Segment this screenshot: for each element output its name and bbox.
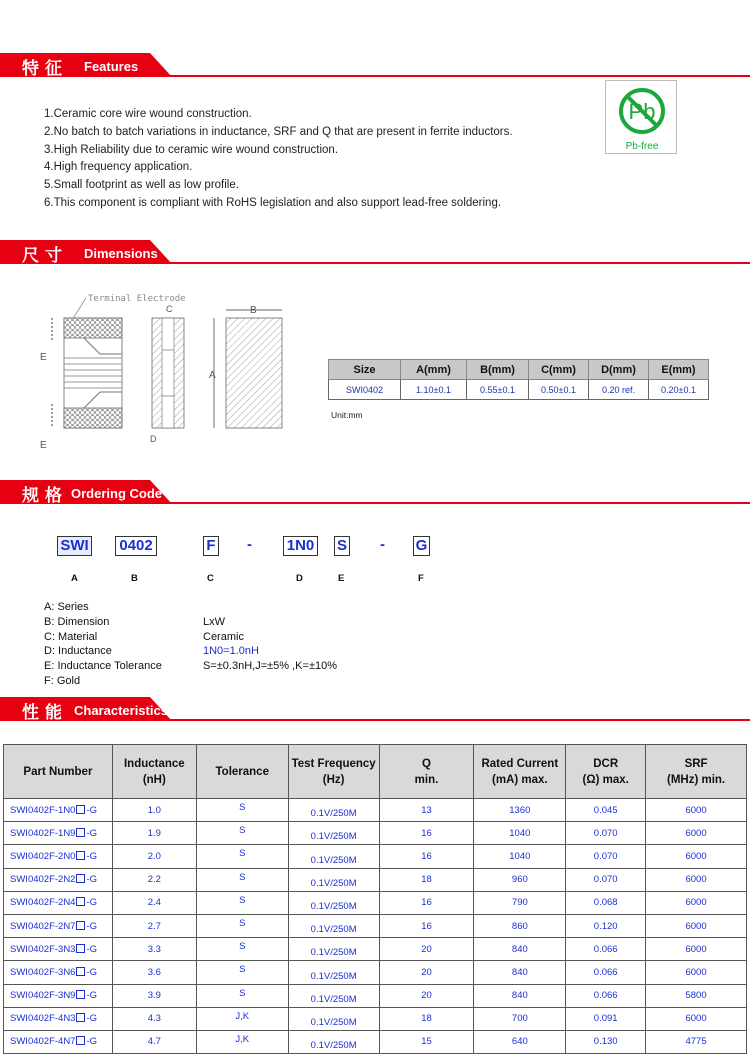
cell-q: 20 — [379, 961, 474, 984]
cell-srf: 4775 — [646, 1030, 747, 1053]
tolerance-placeholder-box — [76, 805, 85, 814]
cell-q: 18 — [379, 868, 474, 891]
cell-tolerance: S — [196, 891, 288, 914]
dimensions-title-cn: 尺寸 — [22, 246, 68, 266]
cell-part-number: SWI0402F-3N3 -G — [4, 938, 113, 961]
feature-item: 6.This component is compliant with RoHS legislation and also support lead-free soldering. — [44, 196, 502, 209]
cell-tolerance: J,K — [196, 1007, 288, 1030]
cell-test-frequency: 0.1V/250M — [288, 984, 379, 1007]
ordering-section-header — [0, 480, 750, 504]
characteristics-table — [3, 744, 747, 1054]
pb-free-icon — [606, 81, 678, 155]
features-section-header — [0, 53, 750, 77]
cell-dcr: 0.066 — [566, 984, 646, 1007]
col-header-dcr: DCR (Ω) max. — [566, 745, 646, 799]
table-row — [4, 1007, 747, 1030]
code-part-series: SWI — [57, 536, 92, 556]
cell-rated-current: 1360 — [474, 799, 566, 822]
code-letter-a: A — [71, 573, 78, 584]
cell-dcr: 0.066 — [566, 938, 646, 961]
tolerance-placeholder-box — [76, 851, 85, 860]
features-title-en: Features — [84, 59, 139, 74]
cell-q: 18 — [379, 1007, 474, 1030]
cell-inductance: 3.6 — [112, 961, 196, 984]
cell-q: 16 — [379, 822, 474, 845]
cell-inductance: 3.3 — [112, 938, 196, 961]
feature-item: 5.Small footprint as well as low profile. — [44, 179, 239, 192]
cell-srf: 6000 — [646, 868, 747, 891]
characteristics-title-en: Characteristics — [74, 703, 168, 718]
cell-q: 13 — [379, 799, 474, 822]
cell-rated-current: 640 — [474, 1030, 566, 1053]
tolerance-placeholder-box — [76, 921, 85, 930]
cell-part-number: SWI0402F-2N4 -G — [4, 891, 113, 914]
pb-free-logo — [605, 80, 677, 154]
cell-test-frequency: 0.1V/250M — [288, 1007, 379, 1030]
cell-tolerance: S — [196, 868, 288, 891]
cell-rated-current: 840 — [474, 938, 566, 961]
cell-rated-current: 960 — [474, 868, 566, 891]
col-header-inductance: Inductance (nH) — [112, 745, 196, 799]
dim-label-c: C — [166, 304, 173, 314]
table-row — [4, 868, 747, 891]
col-header-part-number: Part Number — [4, 745, 113, 799]
cell-rated-current: 840 — [474, 961, 566, 984]
code-part-inductance: 1N0 — [283, 536, 318, 556]
cell-srf: 6000 — [646, 1007, 747, 1030]
cell-test-frequency: 0.1V/250M — [288, 938, 379, 961]
cell-test-frequency: 0.1V/250M — [288, 868, 379, 891]
code-dash: - — [247, 536, 252, 553]
dim-header-d: D(mm) — [589, 360, 649, 380]
dim-header-e: E(mm) — [649, 360, 709, 380]
dim-header-b: B(mm) — [467, 360, 529, 380]
cell-dcr: 0.120 — [566, 914, 646, 937]
dimensions-table — [328, 359, 709, 400]
cell-tolerance: S — [196, 845, 288, 868]
cell-srf: 6000 — [646, 914, 747, 937]
terminal-electrode-label: Terminal Electrode — [88, 294, 186, 304]
cell-test-frequency: 0.1V/250M — [288, 891, 379, 914]
table-row — [4, 938, 747, 961]
dim-cell-c: 0.50±0.1 — [529, 380, 589, 400]
cell-test-frequency: 0.1V/250M — [288, 914, 379, 937]
dim-row — [329, 380, 709, 400]
dimensions-title-en: Dimensions — [84, 246, 158, 261]
cell-test-frequency: 0.1V/250M — [288, 822, 379, 845]
cell-inductance: 2.7 — [112, 914, 196, 937]
table-row — [4, 1030, 747, 1053]
ordering-title-cn: 规格 — [22, 486, 68, 506]
dim-cell-d: 0.20 ref. — [589, 380, 649, 400]
table-row — [4, 822, 747, 845]
col-header-test-frequency: Test Frequency (Hz) — [288, 745, 379, 799]
legend-item: A: Series — [44, 601, 89, 613]
dim-header-size: Size — [329, 360, 401, 380]
cell-dcr: 0.070 — [566, 868, 646, 891]
cell-rated-current: 1040 — [474, 822, 566, 845]
dim-header-a: A(mm) — [401, 360, 467, 380]
cell-rated-current: 840 — [474, 984, 566, 1007]
cell-srf: 6000 — [646, 891, 747, 914]
cell-dcr: 0.070 — [566, 822, 646, 845]
code-part-gold: G — [413, 536, 430, 556]
characteristics-title-cn: 性能 — [22, 703, 68, 723]
cell-dcr: 0.130 — [566, 1030, 646, 1053]
col-header-rated-current: Rated Current (mA) max. — [474, 745, 566, 799]
ordering-legend — [44, 600, 337, 689]
tolerance-placeholder-box — [76, 990, 85, 999]
cell-part-number: SWI0402F-3N9 -G — [4, 984, 113, 1007]
cell-test-frequency: 0.1V/250M — [288, 845, 379, 868]
tolerance-placeholder-box — [76, 897, 85, 906]
cell-test-frequency: 0.1V/250M — [288, 961, 379, 984]
tolerance-placeholder-box — [76, 1013, 85, 1022]
tolerance-placeholder-box — [76, 967, 85, 976]
cell-part-number: SWI0402F-4N7 -G — [4, 1030, 113, 1053]
characteristics-section-header — [0, 697, 750, 721]
cell-rated-current: 860 — [474, 914, 566, 937]
cell-inductance: 2.2 — [112, 868, 196, 891]
cell-tolerance: S — [196, 799, 288, 822]
code-letter-c: C — [207, 573, 214, 584]
legend-item: B: Dimension LxW — [44, 615, 225, 628]
cell-tolerance: S — [196, 938, 288, 961]
cell-inductance: 2.0 — [112, 845, 196, 868]
code-part-material: F — [203, 536, 219, 556]
code-letter-e: E — [338, 573, 345, 584]
cell-dcr: 0.045 — [566, 799, 646, 822]
cell-test-frequency: 0.1V/250M — [288, 799, 379, 822]
dim-cell-a: 1.10±0.1 — [401, 380, 467, 400]
dim-cell-size: SWI0402 — [329, 380, 401, 400]
dim-header-c: C(mm) — [529, 360, 589, 380]
cell-srf: 6000 — [646, 845, 747, 868]
cell-dcr: 0.068 — [566, 891, 646, 914]
cell-q: 16 — [379, 845, 474, 868]
cell-part-number: SWI0402F-4N3 -G — [4, 1007, 113, 1030]
dim-label-b: B — [250, 305, 257, 316]
cell-dcr: 0.091 — [566, 1007, 646, 1030]
dim-label-a: A — [209, 370, 216, 381]
code-dash: - — [380, 536, 385, 553]
tolerance-placeholder-box — [76, 874, 85, 883]
cell-q: 16 — [379, 891, 474, 914]
cell-inductance: 2.4 — [112, 891, 196, 914]
cell-tolerance: S — [196, 984, 288, 1007]
table-row — [4, 914, 747, 937]
cell-part-number: SWI0402F-1N0 -G — [4, 799, 113, 822]
cell-dcr: 0.070 — [566, 845, 646, 868]
cell-srf: 6000 — [646, 799, 747, 822]
cell-part-number: SWI0402F-2N0 -G — [4, 845, 113, 868]
dimensions-section-header — [0, 240, 750, 264]
col-header-tolerance: Tolerance — [196, 745, 288, 799]
legend-item: C: Material Ceramic — [44, 630, 244, 643]
tolerance-placeholder-box — [76, 828, 85, 837]
cell-rated-current: 790 — [474, 891, 566, 914]
code-letter-d: D — [296, 573, 303, 584]
cell-inductance: 4.3 — [112, 1007, 196, 1030]
pb-free-label: Pb-free — [625, 141, 659, 152]
feature-item: 4.High frequency application. — [44, 161, 193, 174]
cell-inductance: 1.0 — [112, 799, 196, 822]
dim-cell-b: 0.55±0.1 — [467, 380, 529, 400]
table-row — [4, 845, 747, 868]
cell-tolerance: J,K — [196, 1030, 288, 1053]
cell-rated-current: 1040 — [474, 845, 566, 868]
table-row — [4, 961, 747, 984]
code-letter-b: B — [131, 573, 138, 584]
cell-tolerance: S — [196, 961, 288, 984]
cell-srf: 6000 — [646, 938, 747, 961]
col-header-q: Q min. — [379, 745, 474, 799]
cell-part-number: SWI0402F-2N2 -G — [4, 868, 113, 891]
table-row — [4, 984, 747, 1007]
feature-item: 3.High Reliability due to ceramic wire wound construction. — [44, 143, 339, 156]
cell-tolerance: S — [196, 914, 288, 937]
table-row — [4, 891, 747, 914]
cell-q: 20 — [379, 938, 474, 961]
tolerance-placeholder-box — [76, 944, 85, 953]
cell-q: 20 — [379, 984, 474, 1007]
legend-item: F: Gold — [44, 674, 81, 687]
dim-label-d: D — [150, 434, 157, 444]
feature-item: 2.No batch to batch variations in inductance, SRF and Q that are present in ferrite inductors. — [44, 125, 513, 138]
pb-symbol: Pb — [628, 99, 656, 124]
cell-inductance: 1.9 — [112, 822, 196, 845]
cell-part-number: SWI0402F-2N7 -G — [4, 914, 113, 937]
unit-label: Unit:mm — [331, 410, 363, 420]
dim-cell-e: 0.20±0.1 — [649, 380, 709, 400]
code-letter-f: F — [418, 573, 424, 584]
cell-test-frequency: 0.1V/250M — [288, 1030, 379, 1053]
dim-label-e-top: E — [40, 352, 47, 363]
code-part-tolerance: S — [334, 536, 350, 556]
cell-dcr: 0.066 — [566, 961, 646, 984]
legend-item: E: Inductance Tolerance S=±0.3nH,J=±5% ,K=±10% — [44, 660, 337, 673]
features-title-cn: 特征 — [22, 59, 68, 79]
cell-srf: 6000 — [646, 961, 747, 984]
cell-tolerance: S — [196, 822, 288, 845]
cell-inductance: 4.7 — [112, 1030, 196, 1053]
cell-srf: 5800 — [646, 984, 747, 1007]
dim-label-e-bottom: E — [40, 440, 47, 451]
col-header-srf: SRF (MHz) min. — [646, 745, 747, 799]
cell-q: 16 — [379, 914, 474, 937]
legend-item: D: Inductance 1N0=1.0nH — [44, 645, 259, 658]
table-row — [4, 799, 747, 822]
cell-q: 15 — [379, 1030, 474, 1053]
cell-rated-current: 700 — [474, 1007, 566, 1030]
characteristics-table-body — [4, 799, 747, 1054]
cell-inductance: 3.9 — [112, 984, 196, 1007]
cell-part-number: SWI0402F-1N9 -G — [4, 822, 113, 845]
tolerance-placeholder-box — [76, 1036, 85, 1045]
features-list — [44, 106, 513, 213]
feature-item: 1.Ceramic core wire wound construction. — [44, 108, 252, 120]
dimension-drawing — [0, 280, 320, 460]
cell-srf: 6000 — [646, 822, 747, 845]
code-part-dimension: 0402 — [115, 536, 157, 556]
ordering-title-en: Ordering Code — [71, 486, 163, 501]
cell-part-number: SWI0402F-3N6 -G — [4, 961, 113, 984]
